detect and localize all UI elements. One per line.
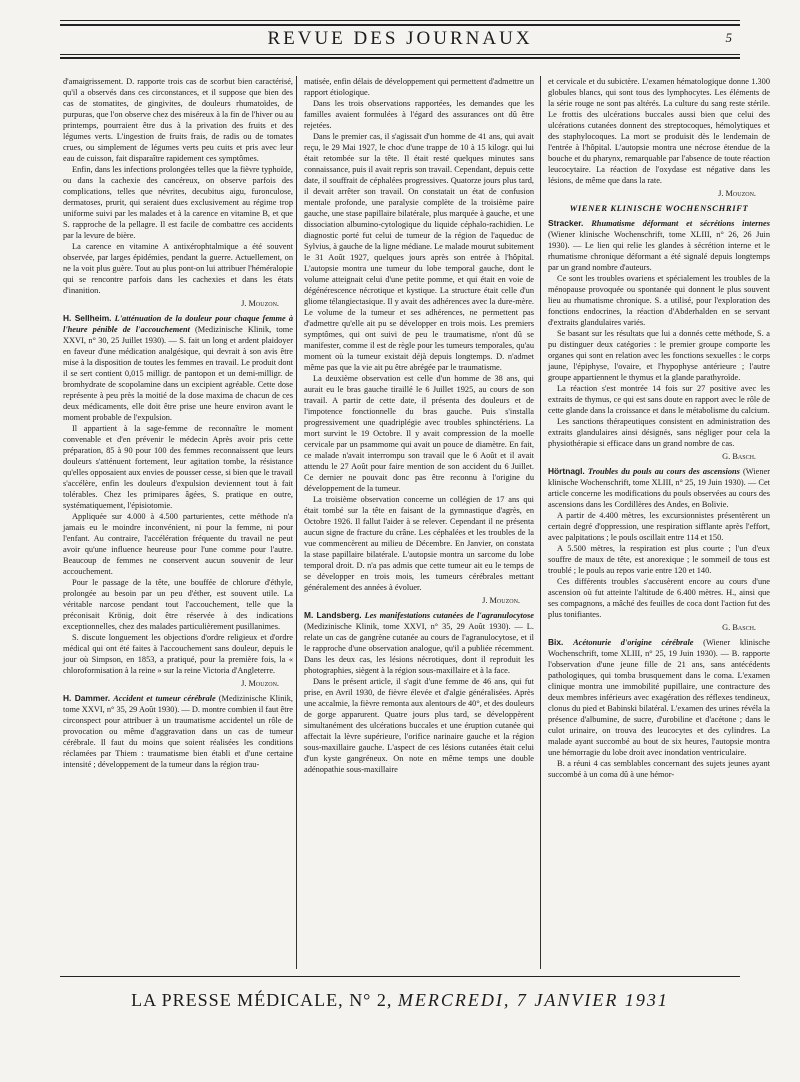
paragraph: et cervicale et du subictère. L'examen hématologique donne 1.300 globules blancs, qui sont tous des lymphocytes. Les éléments de la série rouge ne sont pas altérés. La culture du sang reste stérile. Le frottis des ulcérations buccales aussi bien que celui des ulcérations cutanées donnent des streptocoques, hémolytiques et des staphylocoques. La mort se produisit dès le lendemain de l'entrée à l'hôpital. L'autopsie montra une nécrose étendue de la bouche et du pharynx, remarquable par l'absence de toute réaction leucocytaire. La réaction de l'oxydase est négative dans les lésions, de même que dans la rate.: [548, 77, 770, 185]
paragraph: La deuxième observation est celle d'un homme de 38 ans, qui aurait eu le bras gauche tiraillé le 6 Juillet 1925, au cours de son travail. A partir de cette date, il présenta des douleurs et de l'impotence fonctionnelle du bras gauche. Puis s'installa progressivement une quadriplégie avec troubles sphinctériens. La mort survint le 19 Octobre. Il y avait compression de la moelle cervicale par un psammome qui avait un pouce de diamètre. En fait, ce malade n'avait interrompu son travail que le 6 Août et il avait attendu le 27 Août pour faire mention de son accident du 6 Juillet. Ce dernier ne pouvait donc pas être reconnu à l'origine du développement de la tumeur.: [304, 374, 534, 493]
paragraph: d'amaigrissement. D. rapporte trois cas de scorbut bien caractérisé, qu'il a observés dans ces circonstances, et il suppose que bien des cas de stomatites, de gingivites, de douleurs rhumatoïdes, de purpuras, que l'on observe chez des miséreux à la fin de l'hiver ou au printemps, pourraient être dus à la privation des fruits et des légumes verts. L'ingestion de fruits frais, de radis ou de tomates crues, ou simplement de légumes verts peu cuits et pris avec leur eau de cuisson, fait disparaître rapidement ces symptômes.: [63, 77, 293, 163]
paragraph: Dans les trois observations rapportées, les demandes que les familles avaient formulées à l'égard des assurances ont dû être rejetées.: [304, 99, 534, 130]
article-body: (Wiener klinische Wochenschrift, tome XLIII, n° 25, 19 Juin 1930). — B. rapporte l'observation d'une jeune fille de 21 ans, sans antécédents pathologiques, qui tomba brusquement dans le coma. L'examen clinique montra une immobilité pupillaire, une contracture des deux membres inférieurs avec exagération des réflexes tendineux, clonus du pied et Babinski bilatéral. L'examen des urines révéla la présence d'albumine, de sucre, d'urobiline et d'acétone ; dans le culot urinaire, on trouva des leucocytes et des cylindres. La malade ayant succombé au bout de six heures, l'autopsie montra une hémorragie du lobe droit avec inondation ventriculaire.: [548, 638, 770, 757]
paragraph: Appliquée sur 4.000 à 4.500 parturientes, cette méthode n'a jamais eu le moindre inconvénient, ni pour la femme, ni pour l'enfant. Au contraire, l'accélération fréquente du travail ne peut avoir qu'une influence heureuse pour l'une comme pour l'autre. Beaucoup de femmes ne conservent aucun souvenir de leur accouchement.: [63, 512, 293, 576]
paragraph: Dans le présent article, il s'agit d'une femme de 46 ans, qui fut prise, en Avril 1930, de fièvre élevée et d'algie généralisées. Après une accalmie, la fièvre remonta aux alentours de 40°, et des douleurs de gorge apparurent. Quatre jours plus tard, se développèrent simultanément des ulcérations buccales et une éruption cutanée qui affectait la lèvre supérieure, l'orifice narinaire gauche et la région sous-maxillaire gauche. L'aspect de ces lésions cutanées était celui d'un kyste gangréneux. On note en même temps une double adénopathie sous-maxillaire: [304, 677, 534, 774]
article-author: Stracker.: [548, 218, 584, 228]
article-author: H. Dammer.: [63, 693, 111, 703]
header-rule-bottom-thick: [60, 57, 740, 59]
paragraph: Ce sont les troubles ovariens et spécialement les troubles de la ménopause provoquée ou spontanée qui donnent le plus souvent lieu au rhumatisme chronique. S. a utilisé, pour l'exploration des fonctions endocrines, la réaction d'Abderhalden en se servant d'extraits glandulaires variés.: [548, 274, 770, 327]
article-title: Les manifestations cutanées de l'agranulocytose: [364, 611, 534, 620]
footer-journal: LA PRESSE MÉDICALE,: [131, 990, 344, 1010]
article-title: Acétonurie d'origine cérébrale: [573, 638, 694, 647]
article-title: Accident et tumeur cérébrale: [113, 694, 216, 703]
column-2: [304, 76, 534, 775]
author-signature: J. Mouzon.: [482, 596, 520, 605]
footer-issue: N° 2,: [349, 990, 393, 1010]
author-signature: G. Basch.: [722, 452, 756, 461]
header-rule-bottom: [60, 54, 740, 55]
paragraph: La réaction s'est montrée 14 fois sur 27 positive avec les extraits de thymus, ce qui est sans doute en rapport avec le rôle de cette glande dans la croissance et dans le métabolisme du calcium.: [548, 384, 770, 415]
article-heading: [548, 637, 770, 758]
article-body: (Wiener klinische Wochenschrift, tome XLIII, n° 26, 26 Juin 1930). — Le lien qui relie les glandes à sécrétion interne et le rhumatisme chronique déformant a été signalé depuis longtemps par un grand nombre d'auteurs.: [548, 230, 770, 272]
header-rule-top-thick: [60, 24, 740, 26]
column-divider: [296, 76, 297, 969]
paragraph: A 5.500 mètres, la respiration est plus courte ; l'un d'eux souffre de maux de tête, est anorexique ; le sommeil de tous est troublé ; le pouls au repos varie entre 120 et 140.: [548, 544, 770, 575]
paragraph: S. discute longuement les objections d'ordre religieux et d'ordre médical qui ont été faites à l'accouchement sans douleur, depuis le jour où Simpson, en 1853, a pratiqué, pour la première fois, la « chloroformisation à la reine » sur la reine Victoria d'Angleterre.: [63, 633, 293, 675]
article-author: Hörtnagl.: [548, 466, 585, 476]
column-3: [548, 76, 770, 780]
article-heading: [548, 218, 770, 273]
paragraph: Les sanctions thérapeutiques consistent en administration des extraits glandulaires ainsi désignés, sans négliger pour cela la physiothérapie si efficace dans un grand nombre de cas.: [548, 417, 770, 448]
article-heading: [304, 610, 534, 676]
paragraph: A partir de 4.400 mètres, les excursionnistes présentèrent un certain degré d'oppression, une respiration sifflante après l'effort, avec palpitations ; le pouls oscillait entre 114 et 150.: [548, 511, 770, 542]
author-signature: J. Mouzon.: [718, 189, 756, 198]
paragraph: Il appartient à la sage-femme de reconnaître le moment convenable et d'en prévenir le médecin Après avoir pris cette préparation, 85 à 90 pour 100 des femmes reconnaissent que leurs douleurs s'atténuent fortement, leur agitation tombe, la résistance qu'elles opposaient aux envies de pousser cesse, si bien que le travail s'accélère, enfin les douleurs d'expulsion deviennent tout à fait tolérables. Chez les primipares âgées, S. pratique en outre, systématiquement, l'épisiotomie.: [63, 424, 293, 510]
article-author: H. Sellheim.: [63, 313, 112, 323]
paragraph: Pour le passage de la tête, une bouffée de chlorure d'éthyle, prolongée au besoin par un peu d'éther, est souvent utile. La véritable narcose pendant tout l'accouchement, telle que la préconisait Krönig, doit être réservée à des indications exceptionnelles, chez des malades particulièrement pusillanimes.: [63, 578, 293, 631]
article-heading: [548, 466, 770, 510]
paragraph: B. a réuni 4 cas semblables concernant des sujets jeunes ayant succombé à un coma dû à une hémor-: [548, 759, 770, 779]
article-title: L'atténuation de la douleur pour chaque femme à l'heure pénible de l'accouchement: [63, 314, 293, 334]
article-title: Rhumatisme déformant et sécrétions internes: [591, 219, 770, 228]
page-footer: [0, 990, 800, 1011]
article-heading: [63, 693, 293, 770]
author-signature: J. Mouzon.: [241, 679, 279, 688]
column-1: [63, 76, 293, 770]
article-author: Bix.: [548, 637, 564, 647]
footer-date: MERCREDI, 7 JANVIER 1931: [397, 990, 669, 1010]
author-signature: G. Basch.: [722, 623, 756, 632]
article-body: (Medizinische Klinik, tome XXVI, n° 35, 29 Août 1930). — L. relate un cas de gangrène cutanée au cours de l'agranulocytose, et il le rapproche d'une observation analogue, qu'il a publiée récemment. Dans les deux cas, les lésions nécrotiques, dont il reproduit les photographies, siègent à la région sous-maxillaire et à la face.: [304, 622, 534, 675]
article-body: (Medizinische Klinik, tome XXVI, n° 30, 25 Juillet 1930). — S. fait un long et ardent plaidoyer en faveur d'une médication analgésique, qui devrait à son avis être mise à la disposition de toutes les femmes en travail. Le produit dont il se sert contient 0,015 milligr. de pantopon et un demi-milligr. de bromhydrate de scopolamine dans un excipient agréable. Cette dose représente à peu près la moitié de la dose maxima de chacun de ces deux médicaments, elle doit être prise une heure environ avant le moment probable de l'expulsion.: [63, 325, 293, 422]
paragraph: Dans le premier cas, il s'agissait d'un homme de 41 ans, qui avait reçu, le 29 Mai 1927, le choc d'une trappe de 10 à 15 kilogr. qui lui était retombée sur la tête. Il était resté quelques minutes sans connaissance, puis il avait repris son travail. Cependant, depuis cette date, il souffrait de céphalées progressives. Quatorze jours plus tard, il devait arrêter son travail. On constatait un état de confusion mentale profonde, une paralysie complète de la troisième paire gauche, une stase papillaire bilatérale, plus marquée à gauche, et une dissociation albumino-cytologique du liquide céphalo-rachidien. Le diagnostic porté fut celui de tumeur de la région de l'aqueduc de Sylvius, à gauche de la ligne médiane. Le malade mourut subitement le 31 Août 1927, quelques jours après son entrée à l'hôpital. L'autopsie montra une tumeur du lobe temporal gauche, dont le volume atteignait celui d'une petite pomme, et qui était en voie de dégénérescence nécrotique et kystique. La structure était celle d'un gliome télangiectasique. Il y avait des adhérences avec la dure-mère. Le volume de la tumeur et ses adhérences, ne permettent pas d'admettre qu'elle ait pu se développer en trois mois. Les premiers symptômes, qui ont suivi de peu le traumatisme, n'ont dû se manifester, comme il est de règle pour les tumeurs temporales, qu'au moment où la tumeur existait déjà depuis longtemps. D. n'admet même pas que la vie ait pu être abrégée par le traumatisme.: [304, 132, 534, 372]
header-rule-top: [60, 20, 740, 21]
page-header-title: REVUE DES JOURNAUX: [267, 28, 533, 49]
paragraph: Enfin, dans les infections prolongées telles que la fièvre typhoïde, ou dans la cachexie des cancéreux, on observe parfois des complications, telles que névrites, decubitus aigu, furonculose, dermatoses, prurit, qui seraient dues exclusivement au régime trop uniforme suivi par les malades et à la carence en vitamine B, et que S. rapproche de la pellagre. Il est facile de combattre ces accidents par la levure de bière.: [63, 165, 293, 240]
footer-rule: [60, 976, 740, 977]
page-number: 5: [725, 30, 732, 45]
article-author: M. Landsberg.: [304, 610, 362, 620]
article-title: Troubles du pouls au cours des ascensions: [587, 467, 740, 476]
author-signature: J. Mouzon.: [241, 299, 279, 308]
paragraph: Se basant sur les résultats que lui a donnés cette méthode, S. a pu distinguer deux catégories : le premier groupe comporte les organes qui sont en relation avec les fonctions sexuelles : le corps jaune, l'épiphyse, l'ovaire, et l'hypophyse antérieure ; l'autre groupe appartiennent le thymus et la glande parathyroïde.: [548, 329, 770, 382]
paragraph: La carence en vitamine A antixérophtalmique a été souvent observée, par larges épidémies, pendant la guerre. Actuellement, on ne la voit plus guère. Tout au plus pont-on lui attribuer l'héméralopie qui se rencontre parfois dans les cachexies et dans les états d'inanition.: [63, 242, 293, 295]
paragraph: La troisième observation concerne un collégien de 17 ans qui était tombé sur la tête en faisant de la gymnastique d'agrès, en Octobre 1926. Il fallut l'aider à se relever. Cependant il ne présenta aucun signe de fracture du crâne. Les céphalées et les troubles de la vue commencèrent au milieu de Décembre. En Janvier, on constata la stase papillaire bilatérale. L'autopsie montra un sarcome du lobe temporal droit. D. n'a pas admis que cette tumeur ait eu le temps de se développer en trois mois, les tumeurs cérébrales mettant généralement des années à évoluer.: [304, 495, 534, 592]
article-body: (Medizinische Klinik, tome XXVI, n° 35, 29 Août 1930). — D. montre combien il faut être circonspect pour attribuer à un traumatisme accidentel un rôle de provocation ou même d'aggravation dans un cas de tumeur cérébrale. Il faut du moins que soient réalisées les conditions réclamées par Thiem : traumatisme bien établi et d'une certaine intensité ; développement de la tumeur dans la région trau-: [63, 694, 293, 769]
column-divider: [540, 76, 541, 969]
journal-section-heading: WIENER KLINISCHE WOCHENSCHRIFT: [569, 203, 749, 213]
article-heading: [63, 313, 293, 423]
paragraph: matisée, enfin délais de développement qui permettent d'admettre un rapport étiologique.: [304, 77, 534, 97]
paragraph: Ces différents troubles s'accusèrent encore au cours d'une ascension où fut atteinte l'altitude de 6.400 mètres. H., ainsi que ses compagnons, a mâché des feuilles de coca dont l'action fut des plus tonifiantes.: [548, 577, 770, 619]
article-body: (Wiener klinische Wochenschrift, tome XLIII, n° 25, 19 Juin 1930). — Cet article concerne les modifications du pouls observées au cours des ascensions dans les Cordillères des Andes, en Bolivie.: [548, 467, 771, 509]
